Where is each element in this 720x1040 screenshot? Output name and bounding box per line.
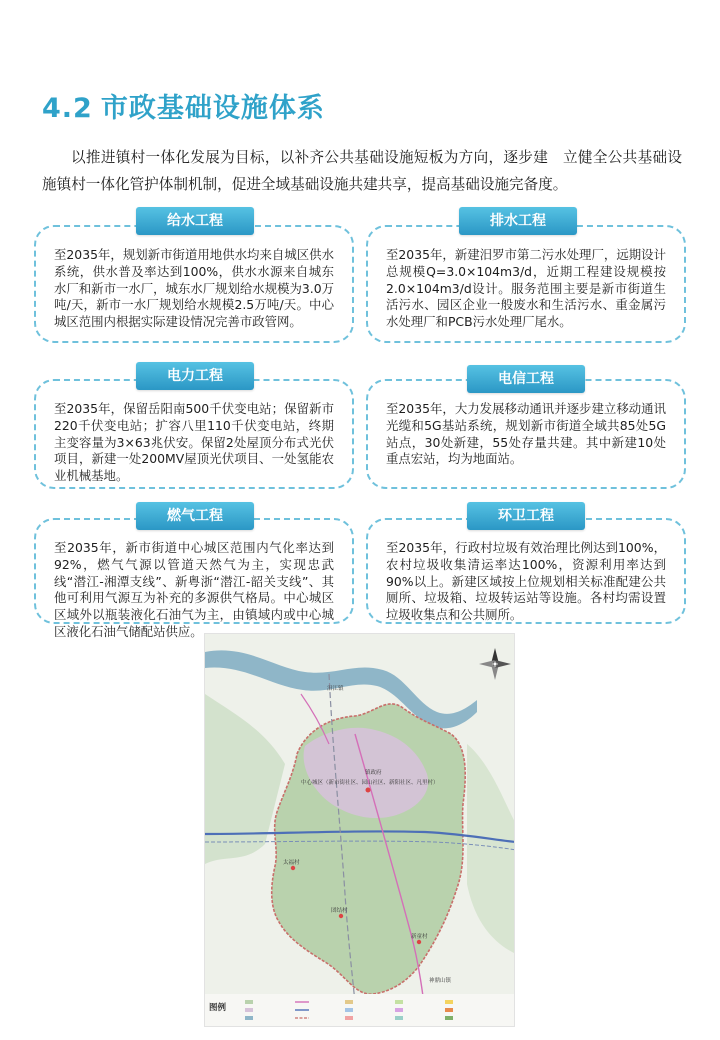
power-title: 电力工程	[136, 362, 254, 390]
legend-title: 图例	[209, 1003, 227, 1013]
drainage-title: 排水工程	[459, 207, 577, 235]
section-number: 4.2	[42, 93, 93, 124]
map-graphic	[205, 634, 515, 1027]
marker-village-2	[339, 914, 343, 918]
marker-center	[366, 788, 371, 793]
map-label-south: 神鼎山镇	[429, 978, 452, 984]
map-label-town: 镇政府	[365, 770, 382, 776]
drainage-text: 至2035年，新建汨罗市第二污水处理厂，远期设计总规模Q=3.0×104m3/d，近期工程建设规模按2.0×104m3/d设计。服务范围主要是新市街道生活污水、园区企业一般废水和生活污水、重金属污水处理厂和PCB污水处理厂尾水。	[386, 247, 666, 330]
section-title: 市政基础设施体系	[100, 93, 325, 124]
intro-paragraph: 以推进镇村一体化发展为目标，以补齐公共基础设施短板为方向，逐步建 立健全公共基础设施镇村一体化管护体制机制，促进全域基础设施共建共享，提高基础设施完备度。	[42, 149, 682, 193]
sanitation-title: 环卫工程	[467, 502, 585, 530]
power-text: 至2035年，保留岳阳南500千伏变电站；保留新市220千伏变电站；扩容八里110千伏变电站，终期主变容量为3×63兆伏安。保留2处屋顶分布式光伏项目，新建一处200MV屋顶光伏项目、一处氢能农业机械基地。	[54, 401, 334, 484]
planning-map	[204, 633, 515, 1027]
telecom-card	[366, 379, 686, 489]
marker-village-1	[291, 866, 295, 870]
map-label-village-1: 太福村	[283, 860, 300, 866]
gas-text: 至2035年，新市街道中心城区范围内气化率达到92%，燃气气源以管道天然气为主，实现忠武线“潜江-湘潭支线”、新粤浙“潜江-韶关支线”、其他可利用气源互为补充的多源供气格局。中心城区区域外以瓶装液化石油气为主，由镇域内或中心城区液化石油气储配站供应。	[54, 540, 334, 639]
gas-title: 燃气工程	[136, 502, 254, 530]
sanitation-text: 至2035年，行政村垃圾有效治理比例达到100%，农村垃圾收集清运率达100%，资源利用率达到90%以上。新建区域按上位规划相关标准配建公共厕所、垃圾箱、垃圾转运站等设施。各村均需设置垃圾收集点和公共厕所。	[386, 540, 666, 623]
map-label-village-3: 新童村	[411, 934, 428, 940]
sanitation-card	[366, 518, 686, 624]
map-label-village-2: 团结村	[331, 908, 348, 914]
water-supply-title: 给水工程	[136, 207, 254, 235]
map-label-center: 中心城区（新市街社区、园山社区、新阳社区、凡里村）	[301, 780, 439, 786]
marker-village-3	[417, 940, 421, 944]
water-supply-card	[34, 225, 354, 343]
section-heading	[42, 86, 325, 125]
telecom-text: 至2035年，大力发展移动通讯并逐步建立移动通讯光缆和5G基站系统，规划新市街道全域共85处5G站点，30处新建，55处存量共建。其中新建10处重点宏站，均为地面站。	[386, 401, 666, 467]
power-card	[34, 379, 354, 489]
water-supply-text: 至2035年，规划新市街道用地供水均来自城区供水系统，供水普及率达到100%，供水水源来自城东水厂和新市一水厂，城东水厂规划给水规模为3.0万吨/天，新市一水厂规划给水规模2.5万吨/天。中心城区范围内根据实际建设情况完善市政管网。	[54, 247, 334, 330]
drainage-card	[366, 225, 686, 343]
map-label-river: 汨江镇	[327, 686, 344, 692]
gas-card	[34, 518, 354, 639]
telecom-title: 电信工程	[467, 365, 585, 393]
